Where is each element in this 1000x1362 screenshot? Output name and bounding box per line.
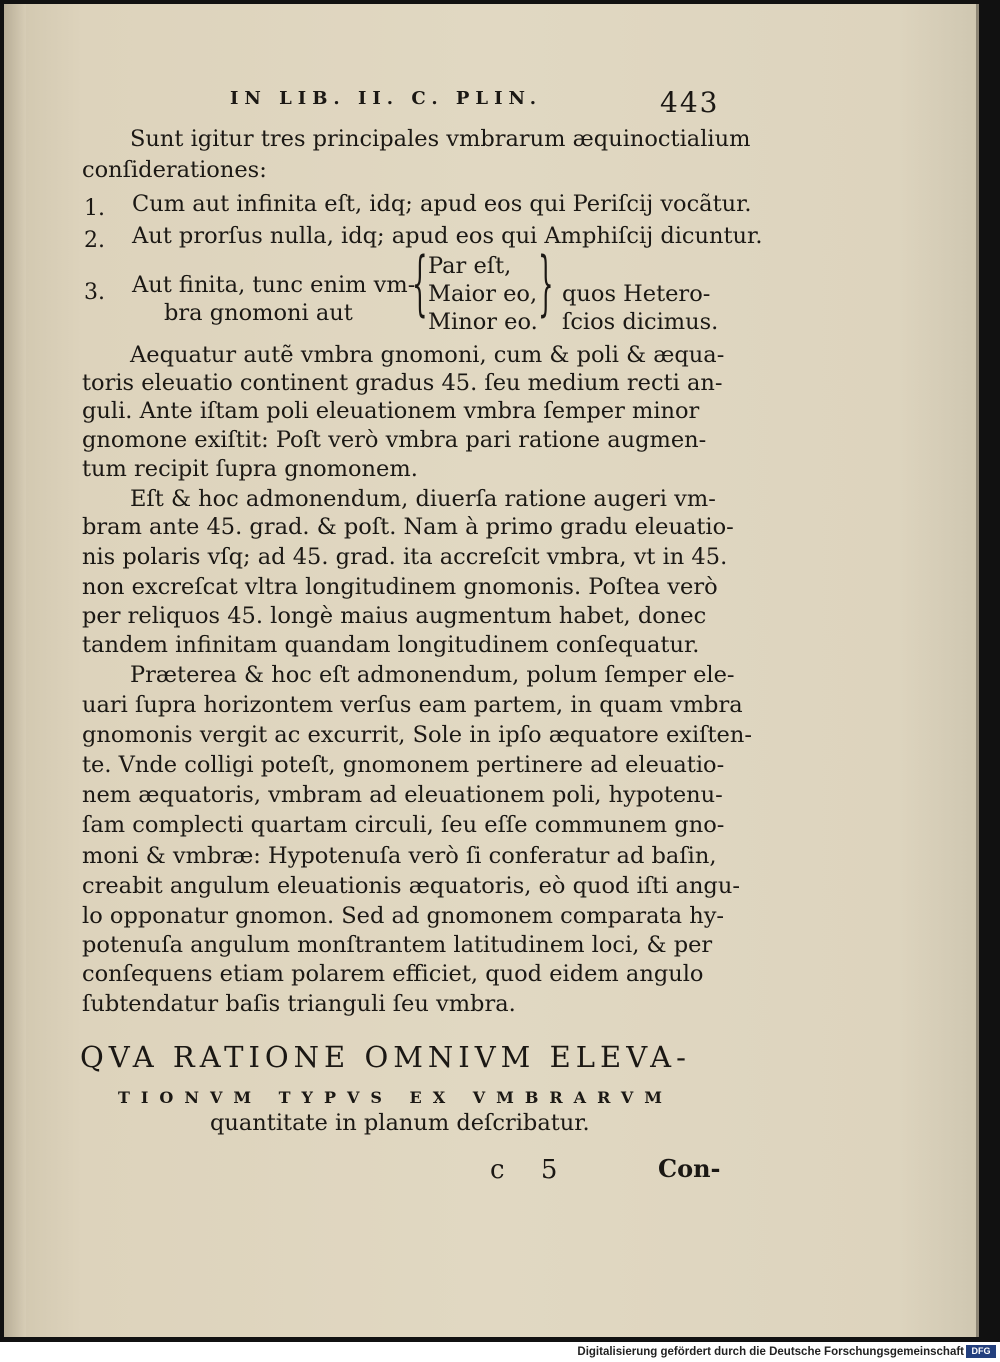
para3-line-4: te. Vnde colligi poteſt, gnomonem pertinere ad eleuatio- bbox=[82, 752, 725, 778]
item3-middle-1: Par eſt, bbox=[428, 253, 512, 279]
para3-line-9: lo opponatur gnomon. Sed ad gnomonem comparata hy- bbox=[82, 903, 725, 929]
running-title: IN LIB. II. C. PLIN. bbox=[230, 88, 543, 109]
para1-line-2: toris eleuatio continent gradus 45. ſeu medium recti an- bbox=[82, 370, 723, 396]
item-text-1: Cum aut infinita eſt, idq; apud eos qui Periſcij vocãtur. bbox=[132, 191, 752, 217]
para3-line-8: creabit angulum eleuationis æquatoris, eò quod iſti angu- bbox=[82, 873, 740, 899]
intro-line-2: conſiderationes: bbox=[82, 157, 267, 183]
para3-line-2: uari ſupra horizontem verſus eam partem, in quam vmbra bbox=[82, 692, 743, 718]
item3-middle-2: Maior eo, bbox=[428, 281, 538, 307]
funding-notice: Digitalisierung gefördert durch die Deutsche Forschungsgemeinschaft bbox=[577, 1346, 964, 1358]
para1-line-3: guli. Ante iſtam poli eleuationem vmbra ſemper minor bbox=[82, 398, 700, 424]
right-brace: } bbox=[538, 242, 554, 324]
dfg-logo: DFG bbox=[966, 1345, 996, 1358]
gutter-shadow bbox=[4, 4, 26, 1337]
item3-middle-3: Minor eo. bbox=[428, 309, 538, 335]
intro-line-1: Sunt igitur tres principales vmbrarum æquinoctialium bbox=[130, 126, 751, 152]
item-number-3: 3. bbox=[84, 280, 105, 305]
page-number: 443 bbox=[660, 86, 720, 119]
item3-left-2: bra gnomoni aut bbox=[164, 300, 353, 326]
item-text-2: Aut prorſus nulla, idq; apud eos qui Amphiſcij dicuntur. bbox=[132, 223, 763, 249]
signature-mark: c 5 bbox=[490, 1155, 572, 1185]
catchword: Con- bbox=[658, 1154, 721, 1183]
para2-line-1: Eſt & hoc admonendum, diuerſa ratione augeri vm- bbox=[130, 486, 716, 512]
para2-line-5: per reliquos 45. longè maius augmentum habet, donec bbox=[82, 603, 707, 629]
section-heading-line-1: QVA RATIONE OMNIVM ELEVA- bbox=[80, 1040, 691, 1074]
para2-line-3: nis polaris vſq; ad 45. grad. ita accreſcit vmbra, vt in 45. bbox=[82, 544, 728, 570]
item3-left-1: Aut finita, tunc enim vm- bbox=[132, 272, 416, 298]
para3-line-5: nem æquatoris, vmbram ad eleuationem poli, hypotenu- bbox=[82, 782, 723, 808]
para3-line-11: conſequens etiam polarem efficiet, quod eidem angulo bbox=[82, 961, 704, 987]
section-heading-line-2: TIONVM TYPVS EX VMBRARVM bbox=[118, 1088, 673, 1107]
para3-line-6: ſam complecti quartam circuli, ſeu eſſe communem gno- bbox=[82, 812, 725, 838]
para3-line-10: potenuſa angulum monſtrantem latitudinem loci, & per bbox=[82, 932, 713, 958]
para1-line-4: gnomone exiſtit: Poſt verò vmbra pari ratione augmen- bbox=[82, 427, 707, 453]
para2-line-2: bram ante 45. grad. & poſt. Nam à primo gradu eleuatio- bbox=[82, 514, 734, 540]
para2-line-4: non excreſcat vltra longitudinem gnomonis. Poſtea verò bbox=[82, 574, 718, 600]
para1-line-1: Aequatur autẽ vmbra gnomoni, cum & poli & æqua- bbox=[130, 342, 725, 368]
item-number-2: 2. bbox=[84, 228, 105, 253]
para3-line-3: gnomonis vergit ac excurrit, Sole in ipſo æquatore exiſten- bbox=[82, 722, 752, 748]
para3-line-12: ſubtendatur baſis trianguli ſeu vmbra. bbox=[82, 991, 516, 1017]
para2-line-6: tandem infinitam quandam longitudinem conſequatur. bbox=[82, 632, 700, 658]
left-brace: { bbox=[412, 242, 428, 324]
para3-line-7: moni & vmbræ: Hypotenuſa verò ſi conferatur ad baſin, bbox=[82, 843, 717, 869]
section-heading-line-3: quantitate in planum deſcribatur. bbox=[210, 1110, 590, 1136]
item-number-1: 1. bbox=[84, 196, 105, 221]
para1-line-5: tum recipit ſupra gnomonem. bbox=[82, 456, 418, 482]
item3-right-1: quos Hetero- bbox=[562, 281, 711, 307]
item3-right-2: ſcios dicimus. bbox=[562, 309, 719, 335]
para3-line-1: Præterea & hoc eſt admonendum, polum ſemper ele- bbox=[130, 662, 735, 688]
